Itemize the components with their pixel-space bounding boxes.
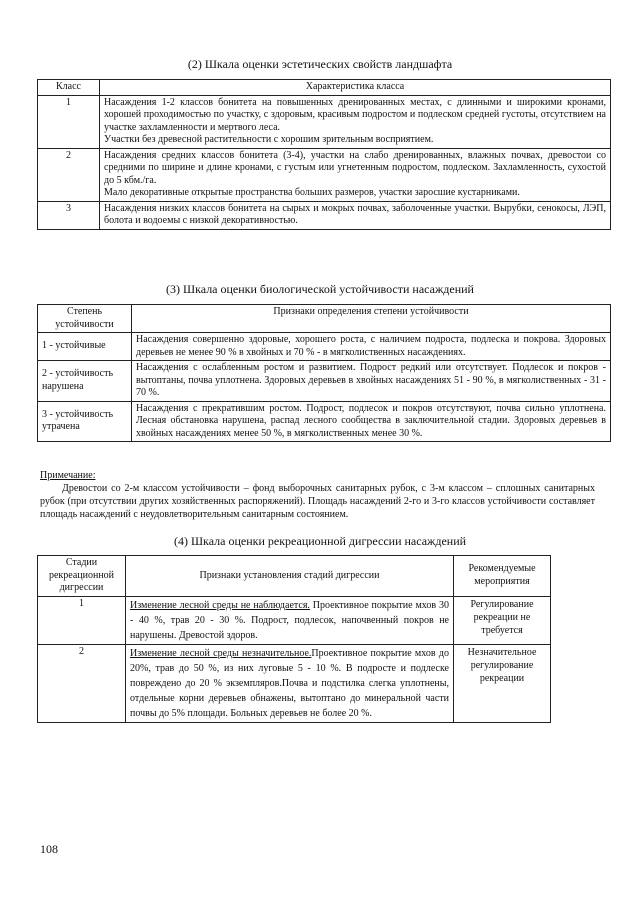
table-row [38, 95, 611, 148]
table-header-row [38, 80, 611, 96]
signs-cell: Насаждения с прекратившим ростом. Подрост, подлесок и покров отсутствуют, почва сильно уплотнена. Лесная обстановка нарушена, распад лесного сообщества в заключительной стадии. Здоровых деревьев в хвойных насаждениях менее 50 %, в мягколиственных менее 30 %. [132, 401, 611, 442]
column-header: Характеристика класса [100, 80, 611, 96]
section4-title: (4) Шкала оценки рекреационной дигрессии насаждений [173, 534, 467, 548]
table-row [38, 148, 611, 201]
description-cell [100, 201, 611, 229]
table-header-row [38, 305, 611, 333]
class-cell: 3 [38, 201, 100, 229]
signs-lead: Изменение лесной среды не наблюдается. [130, 599, 310, 611]
signs-cell: Насаждения совершенно здоровые, хорошего роста, с наличием подроста, подлеска и покрова. Здоровых деревьев не менее 90 % в хвойных и 70 % - в мягколиственных насаждениях. [132, 333, 611, 361]
table-row [38, 644, 551, 722]
column-header: Степень устойчивости [38, 305, 132, 333]
degree-cell: 1 - устойчивые [38, 333, 132, 361]
note-title: Примечание: [40, 470, 96, 481]
table-row [38, 596, 551, 644]
stability-table [37, 304, 611, 442]
digression-table [37, 555, 551, 723]
class-cell: 2 [38, 148, 100, 201]
column-header: Стадии рекреационной дигрессии [38, 556, 126, 597]
signs-text: Проективное покрытие мхов до 20%, трав до 50 %, из них луговые 5 - 10 %. В подросте и подлеске повреждено до 20 % экземпляров.Почва и подстилка слегка уплотнены, отдельные корни деревьев обнажены, вытоптано до минеральной части почвы до 5% площади. Больных деревьев не более 20 %. [130, 647, 449, 719]
paragraph: Мало декоративные открытые пространства больших размеров, участки заросшие кустарниками. [104, 187, 520, 198]
paragraph: Насаждения низких классов бонитета на сырых и мокрых почвах, заболоченные участки. Вырубки, сенокосы, ЛЭП, болота и водоемы с низкой декоративностью. [104, 202, 606, 226]
column-header: Класс [38, 80, 100, 96]
table-header-row [38, 556, 551, 597]
stage-cell: 1 [38, 596, 126, 644]
degree-cell: 2 - устойчивость нарушена [38, 361, 132, 402]
column-header: Признаки установления стадий дигрессии [126, 556, 454, 597]
signs-cell [126, 596, 454, 644]
table-row [38, 401, 611, 442]
column-header: Признаки определения степени устойчивости [132, 305, 611, 333]
class-cell: 1 [38, 95, 100, 148]
paragraph: Насаждения средних классов бонитета (3-4), участки на слабо дренированных, влажных почвах, древостои со средними по ширине и длине кронами, с густым или угнетенным подростом, подлеском. Захламленность, сухостой до 5 кбм./га. [104, 149, 606, 186]
aesthetic-table [37, 79, 611, 230]
note-block [40, 469, 595, 521]
note-text: Древостои со 2-м классом устойчивости – фонд выборочных санитарных рубок, с 3-м классом – сплошных санитарных рубок (при отсутствии других хозяйственных распоряжений). Площадь насаждений 2-го и 3-го классов устойчивости составляет площадь насаждений с неудовлетворительным санитарным состоянием. [40, 483, 595, 520]
signs-cell [126, 644, 454, 722]
column-header: Рекомендуемые мероприятия [454, 556, 551, 597]
table-row [38, 333, 611, 361]
stage-cell: 2 [38, 644, 126, 722]
signs-text: Проективное покрытие мхов 30 - 40 %, трав 20 - 30 %. Подрост, подлесок, напочвенный покров не нарушены. Древостой здоров. [130, 599, 449, 641]
degree-cell: 3 - устойчивость утрачена [38, 401, 132, 442]
signs-cell: Насаждения с ослабленным ростом и развитием. Подрост редкий или отсутствует. Подлесок и покров - вытоптаны, почва уплотнена. Здоровых деревьев в хвойных насаждениях 51 - 90 %, в мягколиственных - 31 - 70 %. [132, 361, 611, 402]
table-row [38, 201, 611, 229]
description-cell [100, 148, 611, 201]
section3-title: (3) Шкала оценки биологической устойчивости насаждений [166, 282, 474, 296]
section2-title: (2) Шкала оценки эстетических свойств ландшафта [187, 57, 453, 71]
description-cell [100, 95, 611, 148]
action-cell: Регулирование рекреации не требуется [454, 596, 551, 644]
page-number: 108 [40, 842, 58, 856]
paragraph: Участки без древесной растительности с хорошим зрительным восприятием. [104, 134, 434, 145]
signs-lead: Изменение лесной среды незначительное. [130, 647, 312, 659]
paragraph: Насаждения 1-2 классов бонитета на повышенных дренированных местах, с длинными и широкими кронами, хорошей проходимостью по участку, с здоровым, красивым подростом и подлеском средней густоты, отсутствием на участке захламленности и мертвого леса. [104, 96, 606, 133]
action-cell: Незначительное регулирование рекреации [454, 644, 551, 722]
table-row [38, 361, 611, 402]
